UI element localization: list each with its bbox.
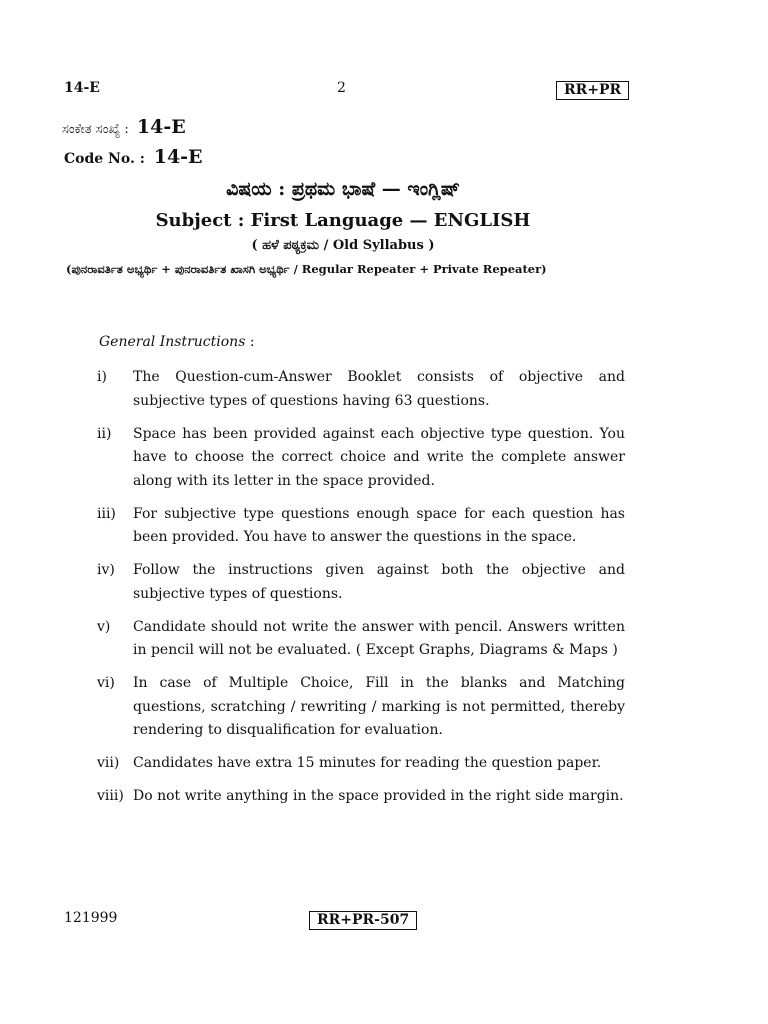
english-code-label: Code No. :: [64, 151, 145, 167]
page-number: 2: [337, 80, 346, 96]
subject-kannada: ವಿಷಯ : ಪ್ರಥಮ ಭಾಷೆ — ಇಂಗ್ಲಿಷ್: [226, 178, 460, 200]
header-code: 14-E: [64, 80, 100, 96]
instruction-item: [97, 616, 625, 663]
instructions-heading-colon: :: [249, 334, 255, 350]
instruction-item: [97, 559, 625, 606]
instruction-text: Follow the instructions given against both the objective and subjective types of questions.: [133, 562, 625, 602]
kannada-code-value: 14-E: [136, 116, 186, 138]
instruction-number: vii): [97, 755, 120, 771]
instruction-text: For subjective type questions enough space for each question has been provided. You have to answer the questions in the space.: [133, 505, 625, 545]
instructions-heading: [99, 334, 255, 350]
instruction-item: [97, 752, 625, 776]
instruction-item: [97, 672, 625, 743]
instruction-text: The Question-cum-Answer Booklet consists of objective and subjective types of questions having 63 questions.: [133, 369, 625, 409]
instruction-item: [97, 366, 625, 413]
instructions-list: [97, 366, 625, 818]
instruction-item: [97, 423, 625, 494]
subject-english: Subject : First Language — ENGLISH: [155, 210, 531, 231]
syllabus-line: ( ಹಳೆ ಪಠ್ಯಕ್ರಮ / Old Syllabus ): [251, 238, 435, 253]
instruction-text: Do not write anything in the space provided in the right side margin.: [133, 788, 624, 804]
instruction-text: Space has been provided against each objective type question. You have to choose the correct choice and write the complete answer along with its letter in the space provided.: [133, 425, 625, 489]
instruction-number: viii): [97, 788, 124, 804]
footer-paper-code: RR+PR-507: [309, 911, 417, 930]
instruction-item: [97, 503, 625, 550]
instruction-number: ii): [97, 425, 112, 442]
kannada-code-line: [62, 116, 186, 138]
instruction-text: In case of Multiple Choice, Fill in the blanks and Matching questions, scratching / rewriting / marking is not permitted, thereby rendering to disqualification for evaluation.: [133, 675, 625, 738]
instructions-heading-text: General Instructions: [99, 334, 246, 350]
instruction-number: iii): [97, 505, 116, 522]
instruction-number: i): [97, 369, 107, 385]
instruction-number: v): [97, 618, 111, 635]
instruction-text: Candidates have extra 15 minutes for reading the question paper.: [133, 755, 602, 771]
english-code-value: 14-E: [153, 146, 203, 168]
stream-tag-badge: RR+PR: [556, 81, 629, 100]
kannada-code-label: ಸಂಕೇತ ಸಂಖ್ಯೆ :: [62, 122, 129, 137]
instruction-text: Candidate should not write the answer with pencil. Answers written in pencil will not be evaluated. ( Except Graphs, Diagrams & Maps ): [133, 618, 625, 658]
instruction-item: [97, 785, 625, 809]
footer-serial: 121999: [64, 910, 118, 926]
english-code-line: [64, 146, 203, 168]
instruction-number: vi): [97, 675, 115, 691]
instruction-number: iv): [97, 562, 115, 578]
candidate-type-line: (ಪುನರಾವರ್ತಿತ ಅಭ್ಯರ್ಥಿ + ಪುನರಾವರ್ತಿತ ಖಾಸಗಿ ಅಭ್ಯರ್ಥಿ / Regular Repeater + Private Repeater): [66, 262, 547, 276]
